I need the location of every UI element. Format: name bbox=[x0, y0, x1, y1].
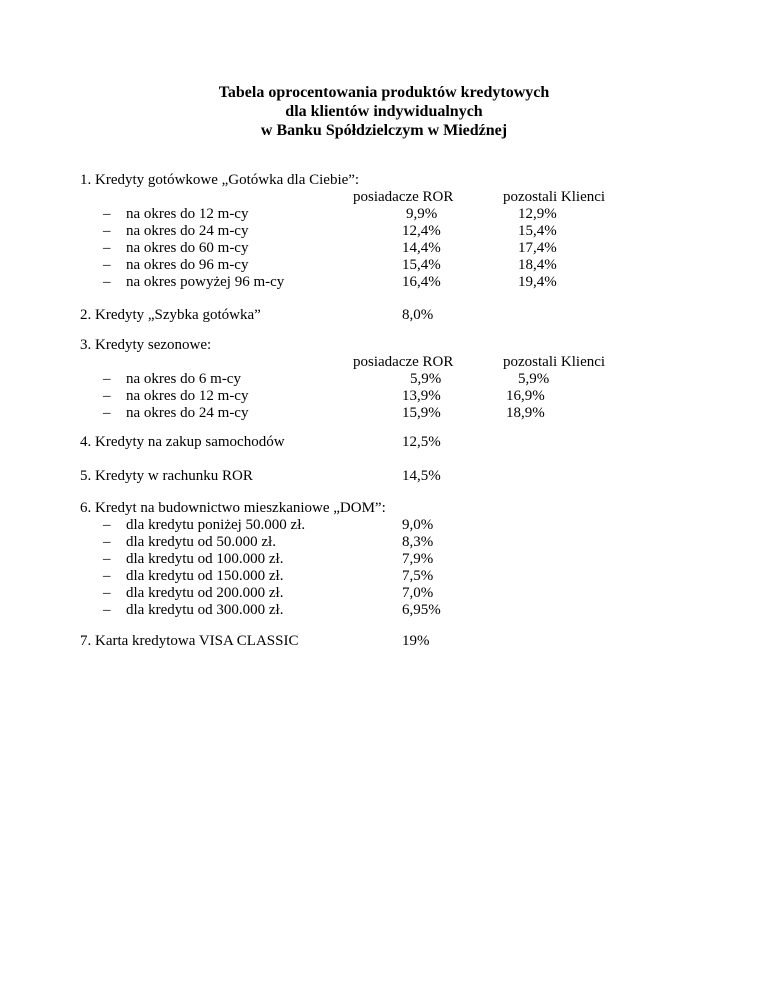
section-1-row-other: 17,4% bbox=[518, 240, 557, 256]
section-1-row-label: na okres do 96 m-cy bbox=[126, 257, 249, 273]
section-6-row-value: 6,95% bbox=[402, 602, 441, 618]
section-1-row-other: 19,4% bbox=[518, 274, 557, 290]
section-3-row-ror: 13,9% bbox=[402, 388, 441, 404]
list-dash: – bbox=[103, 371, 111, 387]
list-dash: – bbox=[103, 206, 111, 222]
section-3-row-label: na okres do 24 m-cy bbox=[126, 405, 249, 421]
list-dash: – bbox=[103, 240, 111, 256]
section-3-row-label: na okres do 6 m-cy bbox=[126, 371, 241, 387]
section-6-row-label: dla kredytu od 150.000 zł. bbox=[126, 568, 284, 584]
section-4-value: 12,5% bbox=[402, 434, 441, 450]
section-4-heading: 4. Kredyty na zakup samochodów bbox=[80, 434, 285, 450]
section-6-row-label: dla kredytu poniżej 50.000 zł. bbox=[126, 517, 306, 533]
section-3-row-other: 16,9% bbox=[506, 388, 545, 404]
section-1-row-label: na okres do 24 m-cy bbox=[126, 223, 249, 239]
section-1-row-other: 12,9% bbox=[518, 206, 557, 222]
section-6-row-value: 7,5% bbox=[402, 568, 434, 584]
section-6-row-value: 7,0% bbox=[402, 585, 434, 601]
section-1-row-ror: 15,4% bbox=[402, 257, 441, 273]
section-3-row-other: 5,9% bbox=[518, 371, 550, 387]
section-7-heading: 7. Karta kredytowa VISA CLASSIC bbox=[80, 633, 299, 649]
section-1-row-ror: 14,4% bbox=[402, 240, 441, 256]
list-dash: – bbox=[103, 568, 111, 584]
list-dash: – bbox=[103, 534, 111, 550]
section-3-row-ror: 15,9% bbox=[402, 405, 441, 421]
section-3-row-label: na okres do 12 m-cy bbox=[126, 388, 249, 404]
section-1-row-label: na okres do 12 m-cy bbox=[126, 206, 249, 222]
section-6-heading: 6. Kredyt na budownictwo mieszkaniowe „DOM”: bbox=[80, 500, 386, 516]
section-2-value: 8,0% bbox=[402, 307, 434, 323]
section-1-heading: 1. Kredyty gotówkowe „Gotówka dla Ciebie”: bbox=[80, 172, 360, 188]
list-dash: – bbox=[103, 602, 111, 618]
section-5-heading: 5. Kredyty w rachunku ROR bbox=[80, 468, 253, 484]
section-1-row-other: 18,4% bbox=[518, 257, 557, 273]
section-1-row-label: na okres do 60 m-cy bbox=[126, 240, 249, 256]
page-title-line-2: dla klientów indywidualnych bbox=[285, 103, 483, 120]
list-dash: – bbox=[103, 388, 111, 404]
section-1-row-ror: 9,9% bbox=[406, 206, 438, 222]
section-1-row-other: 15,4% bbox=[518, 223, 557, 239]
section-2-heading: 2. Kredyty „Szybka gotówka” bbox=[80, 307, 261, 323]
section-3-col-ror-header: posiadacze ROR bbox=[353, 354, 454, 370]
section-3-heading: 3. Kredyty sezonowe: bbox=[80, 337, 212, 353]
section-6-row-label: dla kredytu od 50.000 zł. bbox=[126, 534, 276, 550]
list-dash: – bbox=[103, 551, 111, 567]
list-dash: – bbox=[103, 274, 111, 290]
list-dash: – bbox=[103, 517, 111, 533]
section-1-row-ror: 12,4% bbox=[402, 223, 441, 239]
section-3-row-other: 18,9% bbox=[506, 405, 545, 421]
section-7-value: 19% bbox=[402, 633, 430, 649]
list-dash: – bbox=[103, 405, 111, 421]
section-6-row-label: dla kredytu od 300.000 zł. bbox=[126, 602, 284, 618]
section-6-row-label: dla kredytu od 100.000 zł. bbox=[126, 551, 284, 567]
section-6-row-label: dla kredytu od 200.000 zł. bbox=[126, 585, 284, 601]
section-3-row-ror: 5,9% bbox=[410, 371, 442, 387]
section-1-row-ror: 16,4% bbox=[402, 274, 441, 290]
page-title-line-1: Tabela oprocentowania produktów kredytowych bbox=[218, 84, 550, 101]
section-1-row-label: na okres powyżej 96 m-cy bbox=[126, 274, 285, 290]
page-title-line-3: w Banku Spółdzielczym w Miedźnej bbox=[260, 122, 508, 139]
section-1-col-other-header: pozostali Klienci bbox=[503, 189, 606, 205]
list-dash: – bbox=[103, 585, 111, 601]
section-6-row-value: 9,0% bbox=[402, 517, 434, 533]
section-3-col-other-header: pozostali Klienci bbox=[503, 354, 606, 370]
section-5-value: 14,5% bbox=[402, 468, 441, 484]
section-1-col-ror-header: posiadacze ROR bbox=[353, 189, 454, 205]
list-dash: – bbox=[103, 223, 111, 239]
list-dash: – bbox=[103, 257, 111, 273]
section-6-row-value: 7,9% bbox=[402, 551, 434, 567]
section-6-row-value: 8,3% bbox=[402, 534, 434, 550]
